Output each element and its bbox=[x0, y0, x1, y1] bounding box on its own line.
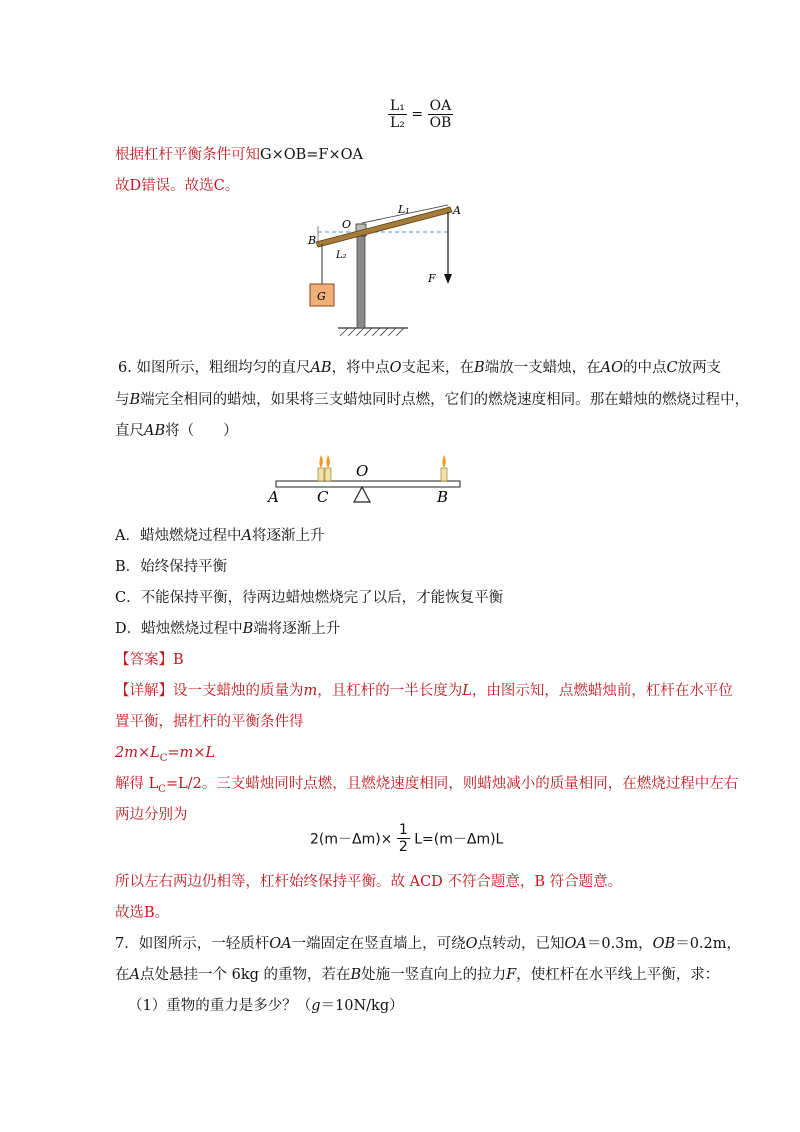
text: 处施一竖直向上的拉力 bbox=[361, 967, 507, 983]
subscript: C bbox=[159, 752, 168, 764]
fraction-half bbox=[397, 822, 410, 855]
detail-line7: 所以左右两边仍相等，杠杆始终保持平衡。故 ACD 不符合题意，B 符合题意。 bbox=[115, 874, 623, 890]
ground-hatch bbox=[340, 328, 404, 336]
option-b: B．始终保持平衡 bbox=[115, 559, 228, 575]
ruler-candle-figure bbox=[262, 446, 472, 508]
var-b: B bbox=[473, 360, 485, 376]
numerator: L₁ bbox=[390, 98, 405, 114]
eq-right: L=(m－Δm)L bbox=[414, 831, 504, 848]
ruler-ab bbox=[276, 481, 460, 487]
option-c: C．不能保持平衡，待两边蜡烛燃烧完了以后，才能恢复平衡 bbox=[115, 590, 504, 606]
text: 在 bbox=[115, 967, 130, 983]
lever-figure-1 bbox=[300, 196, 480, 346]
q6-line3 bbox=[115, 420, 238, 442]
denominator: L₂ bbox=[390, 115, 405, 131]
var-m: m bbox=[303, 683, 318, 699]
q6-line2 bbox=[115, 389, 749, 411]
text: 放两支 bbox=[677, 360, 722, 376]
text: 端完全相同的蜡烛，如果将三支蜡烛同时点燃，它们的燃烧速度相同。那在蜡烛的燃烧过程中， bbox=[140, 392, 750, 408]
var-b: B bbox=[242, 621, 254, 637]
text: ，将中点 bbox=[331, 360, 390, 376]
var-o: O bbox=[465, 936, 478, 952]
var-l: L bbox=[462, 683, 472, 699]
label-l2: L₂ bbox=[336, 250, 347, 261]
numerator: OA bbox=[428, 98, 454, 115]
balance-text: 根据杠杆平衡条件可知 bbox=[115, 147, 260, 163]
q7-line1 bbox=[115, 933, 741, 955]
text: 的中点 bbox=[623, 360, 667, 376]
var-a: A bbox=[241, 528, 252, 544]
text: ＝0.3m， bbox=[586, 936, 653, 952]
detail-line1 bbox=[115, 680, 733, 702]
text: 点转动，已知 bbox=[477, 936, 565, 952]
var-c: C bbox=[666, 360, 678, 376]
q6-line1 bbox=[118, 357, 721, 379]
text: 将逐渐上升 bbox=[251, 528, 325, 544]
var-a: A bbox=[129, 967, 140, 983]
text: 解得 L bbox=[115, 776, 159, 792]
text: 直尺 bbox=[115, 423, 144, 439]
var-b: B bbox=[350, 967, 362, 983]
label-a: A bbox=[453, 204, 461, 217]
fulcrum-icon bbox=[354, 487, 370, 502]
text: 端放一支蜡烛，在 bbox=[484, 360, 601, 376]
candles-at-c bbox=[318, 455, 331, 481]
label-a: A bbox=[268, 488, 279, 506]
q7-line2 bbox=[115, 964, 719, 986]
text: =L/2。三支蜡烛同时点燃，且燃烧速度相同，则蜡烛减小的质量相同，在燃烧过程中左右 bbox=[165, 776, 739, 792]
label-l1: L₁ bbox=[398, 203, 410, 216]
detail-line2: 置平衡，据杠杆的平衡条件得 bbox=[115, 714, 304, 730]
text: 一端固定在竖直墙上，可绕 bbox=[291, 936, 466, 952]
text: 【详解】设一支蜡烛的质量为 bbox=[115, 683, 304, 699]
eq-left: 2(m－Δm)× bbox=[310, 831, 393, 848]
formula-ratio bbox=[388, 98, 453, 131]
balance-formula: G×OB=F×OA bbox=[260, 147, 363, 163]
label-c: C bbox=[317, 488, 329, 506]
text: 端将逐渐上升 bbox=[253, 621, 341, 637]
force-arrow-icon bbox=[444, 274, 452, 284]
denominator: 2 bbox=[398, 839, 408, 855]
var-ao: AO bbox=[600, 360, 623, 376]
balance-condition-line bbox=[115, 144, 363, 166]
label-o: O bbox=[342, 218, 352, 231]
q7-line3 bbox=[128, 995, 404, 1017]
text: 7．如图所示，一轻质杆 bbox=[115, 936, 270, 952]
text: ，使杠杆在水平线上平衡，求： bbox=[516, 967, 720, 983]
text: A．蜡烛燃烧过程中 bbox=[115, 528, 242, 544]
text: 将（ ） bbox=[165, 423, 238, 439]
var-oa: OA bbox=[269, 936, 292, 952]
detail-eq2 bbox=[310, 822, 503, 855]
var-ob: OB bbox=[652, 936, 676, 952]
var-f: F bbox=[506, 967, 517, 983]
denominator: OB bbox=[429, 115, 452, 131]
text: 与 bbox=[115, 392, 130, 408]
text: 6. 如图所示，粗细均匀的直尺 bbox=[118, 360, 311, 376]
equals-sign: = bbox=[411, 106, 424, 123]
eq-part: =m×L bbox=[167, 745, 216, 761]
candle-at-b bbox=[441, 455, 447, 481]
choose-c-line: 故D错误。故选C。 bbox=[115, 178, 240, 194]
text: （1）重物的重力是多少？（ bbox=[128, 998, 312, 1014]
detail-line5: 两边分别为 bbox=[115, 807, 188, 823]
text: ，由图示知，点燃蜡烛前，杠杆在水平位 bbox=[471, 683, 733, 699]
var-oa: OA bbox=[564, 936, 587, 952]
label-o: O bbox=[356, 462, 369, 480]
var-g: g bbox=[311, 998, 321, 1014]
detail-line8: 故选B。 bbox=[115, 905, 170, 921]
lever-bar bbox=[316, 207, 452, 247]
option-a bbox=[115, 525, 324, 547]
var-ab: AB bbox=[310, 360, 332, 376]
option-d bbox=[115, 618, 340, 640]
label-b: B bbox=[308, 234, 317, 247]
detail-line4 bbox=[115, 773, 738, 801]
text: ＝10N/kg） bbox=[320, 998, 404, 1014]
label-g: G bbox=[317, 290, 326, 303]
var-o: O bbox=[389, 360, 402, 376]
text: 支起来，在 bbox=[401, 360, 474, 376]
text: ＝0.2m， bbox=[675, 936, 742, 952]
text: ，且杠杆的一半长度为 bbox=[317, 683, 463, 699]
fraction-oa-ob bbox=[428, 98, 454, 131]
var-b: B bbox=[129, 392, 141, 408]
detail-eq1 bbox=[115, 742, 215, 770]
var-ab: AB bbox=[144, 423, 166, 439]
label-f: F bbox=[428, 272, 436, 285]
text: 点处悬挂一个 6kg 的重物，若在 bbox=[139, 967, 351, 983]
support-post bbox=[357, 224, 365, 328]
eq-part: 2m×L bbox=[115, 745, 160, 761]
text: D．蜡烛燃烧过程中 bbox=[115, 621, 243, 637]
label-b: B bbox=[437, 488, 449, 506]
numerator: 1 bbox=[398, 822, 408, 838]
fraction-l1-l2 bbox=[388, 98, 407, 131]
subscript: C bbox=[158, 783, 166, 795]
answer-line: 【答案】B bbox=[115, 652, 184, 668]
